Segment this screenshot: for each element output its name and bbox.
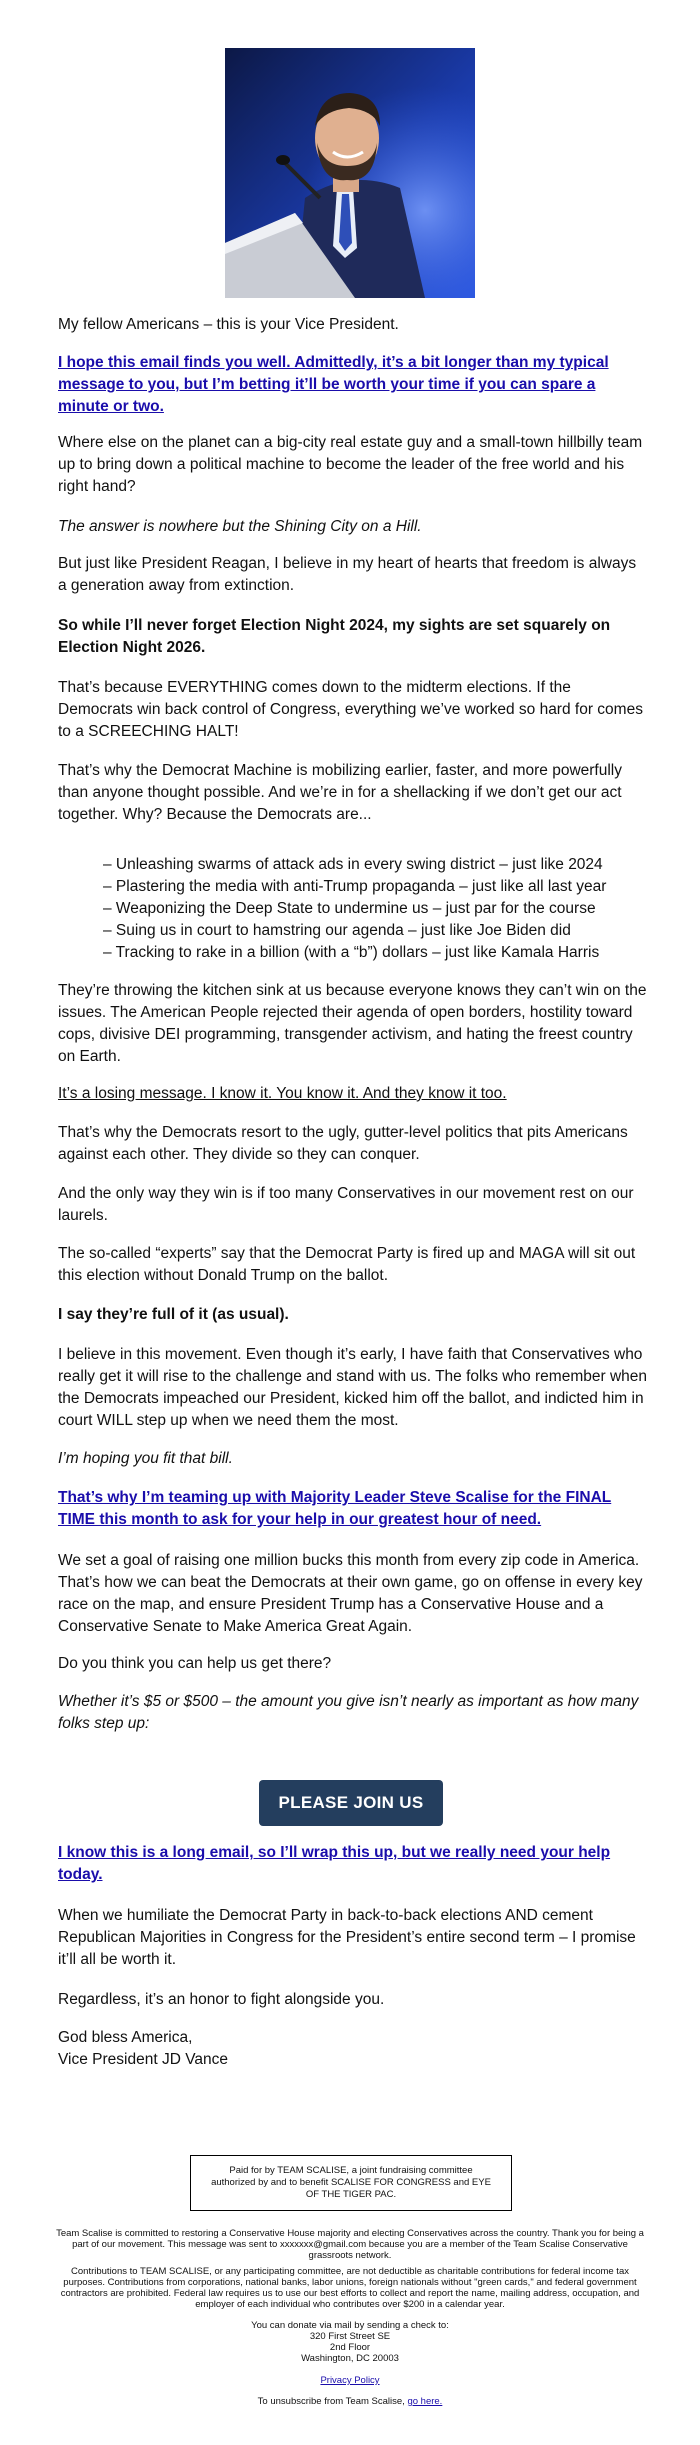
paragraph-bold: I say they’re full of it (as usual). [58, 1306, 289, 1323]
paragraph: But just like President Reagan, I believe in my heart of hearts that freedom is always a generation away from extinction. [58, 555, 637, 594]
hero-photo [225, 48, 475, 298]
signoff-line: God bless America, [58, 2029, 193, 2046]
list-item: – Plastering the media with anti-Trump propaganda – just like all last year [103, 878, 607, 895]
greeting: My fellow Americans – this is your Vice President. [58, 316, 399, 333]
paragraph: I’m hoping you fit that bill. [58, 1450, 233, 1467]
paragraph-bold: So while I’ll never forget Election Night 2024, my sights are set squarely on Election Night 2026. [58, 617, 611, 656]
list-item: – Weaponizing the Deep State to undermine us – just par for the course [103, 900, 596, 917]
signature: Vice President JD Vance [58, 2051, 229, 2068]
address-line: Washington, DC 20003 [301, 2353, 399, 2364]
paragraph: Where else on the planet can a big-city real estate guy and a small-town hillbilly team up to bring down a political machine to become the leader of the free world and his right hand? [58, 434, 643, 495]
paragraph: That’s why the Democrats resort to the ugly, gutter-level politics that pits Americans against each other. They divide so they can conquer. [58, 1124, 628, 1163]
intro-link[interactable]: I hope this email finds you well. Admittedly, it’s a bit longer than my typical message to you, but I’m betting it’ll be worth your time if you can spare a minute or two. [58, 354, 609, 415]
list-item: – Suing us in court to hamstring our agenda – just like Joe Biden did [103, 922, 571, 939]
unsubscribe-text: To unsubscribe from Team Scalise, [257, 2396, 405, 2407]
committed-text: Team Scalise is committed to restoring a Conservative House majority and electing Conservatives across the country. Thank you for being a part of our movement. This message was sent to xxxxxxx@gmail.com because you are a member of the Team Scalise Conservative grassroots network. [56, 2228, 644, 2261]
contributions-text: Contributions to TEAM SCALISE, or any participating committee, are not deductible as charitable contributions for federal income tax purposes. Contributions from corporations, national banks, labor unions, foreign nationals without "green cards," and federal government contractors are prohibited. Federal law requires us to use our best efforts to collect and report the name, mailing address, occupation, and employer of each individual who contributes over $200 in a calendar year. [60, 2266, 640, 2310]
address-line: 2nd Floor [329, 2342, 371, 2353]
list-item: – Unleashing swarms of attack ads in every swing district – just like 2024 [103, 856, 603, 873]
paragraph: Do you think you can help us get there? [58, 1655, 332, 1672]
paragraph: I believe in this movement. Even though it’s early, I have faith that Conservatives who really get it will rise to the challenge and stand with us. The folks who remember when the Democrats impeached our President, kicked him off the ballot, and indicted him in court WILL step up when we need them the most. [58, 1346, 648, 1429]
paid-for-box [190, 2155, 512, 2211]
please-join-us-button[interactable]: PLEASE JOIN US [259, 1780, 443, 1826]
vance-podium-image [225, 48, 475, 298]
address-line: 320 First Street SE [309, 2331, 391, 2342]
paragraph: Regardless, it’s an honor to fight alongside you. [58, 1991, 385, 2008]
unsubscribe-row [55, 2396, 645, 2407]
paragraph: That’s why the Democrat Machine is mobilizing earlier, faster, and more powerfully than anyone thought possible. And we’re in for a shellacking if we don’t get our act together. Why? Because the Democrats are... [58, 762, 622, 823]
mail-intro: You can donate via mail by sending a check to: [251, 2320, 449, 2331]
unsubscribe-link[interactable]: go here. [407, 2396, 443, 2407]
privacy-policy-link[interactable]: Privacy Policy [320, 2375, 380, 2386]
paid-for-text: Paid for by TEAM SCALISE, a joint fundraising committee authorized by and to benefit SCALISE FOR CONGRESS and EYE OF THE TIGER PAC. [211, 2165, 491, 2200]
list-item: – Tracking to rake in a billion (with a “b”) dollars – just like Kamala Harris [103, 944, 600, 961]
paragraph: We set a goal of raising one million bucks this month from every zip code in America. That’s how we can beat the Democrats at their own game, go on offense in every key race on the map, and ensure President Trump has a Conservative House and a Conservative Senate to Make America Great Again. [58, 1552, 643, 1635]
scalise-link[interactable]: That’s why I’m teaming up with Majority Leader Steve Scalise for the FINAL TIME this month to ask for your help in our greatest hour of need. [58, 1489, 612, 1528]
paragraph: That’s because EVERYTHING comes down to the midterm elections. If the Democrats win back control of Congress, everything we’ve worked so hard for comes to a SCREECHING HALT! [58, 679, 643, 740]
paragraph: They’re throwing the kitchen sink at us because everyone knows they can’t win on the issues. The American People rejected their agenda of open borders, hostility toward cops, divisive DEI programming, transgender activism, and hating the freest country on Earth. [58, 982, 647, 1065]
paragraph: The answer is nowhere but the Shining City on a Hill. [58, 518, 422, 535]
attack-list [103, 854, 648, 964]
paragraph-underlined: It’s a losing message. I know it. You know it. And they know it too. [58, 1085, 507, 1102]
paragraph: When we humiliate the Democrat Party in back-to-back elections AND cement Republican Majorities in Congress for the President’s entire second term – I promise it’ll all be worth it. [58, 1907, 636, 1968]
privacy-row [55, 2375, 645, 2386]
paragraph: Whether it’s $5 or $500 – the amount you give isn’t nearly as important as how many folks step up: [58, 1693, 639, 1732]
paragraph: The so-called “experts” say that the Democrat Party is fired up and MAGA will sit out this election without Donald Trump on the ballot. [58, 1245, 636, 1284]
paragraph: And the only way they win is if too many Conservatives in our movement rest on our laurels. [58, 1185, 634, 1224]
wrap-up-link[interactable]: I know this is a long email, so I’ll wrap this up, but we really need your help today. [58, 1844, 611, 1883]
